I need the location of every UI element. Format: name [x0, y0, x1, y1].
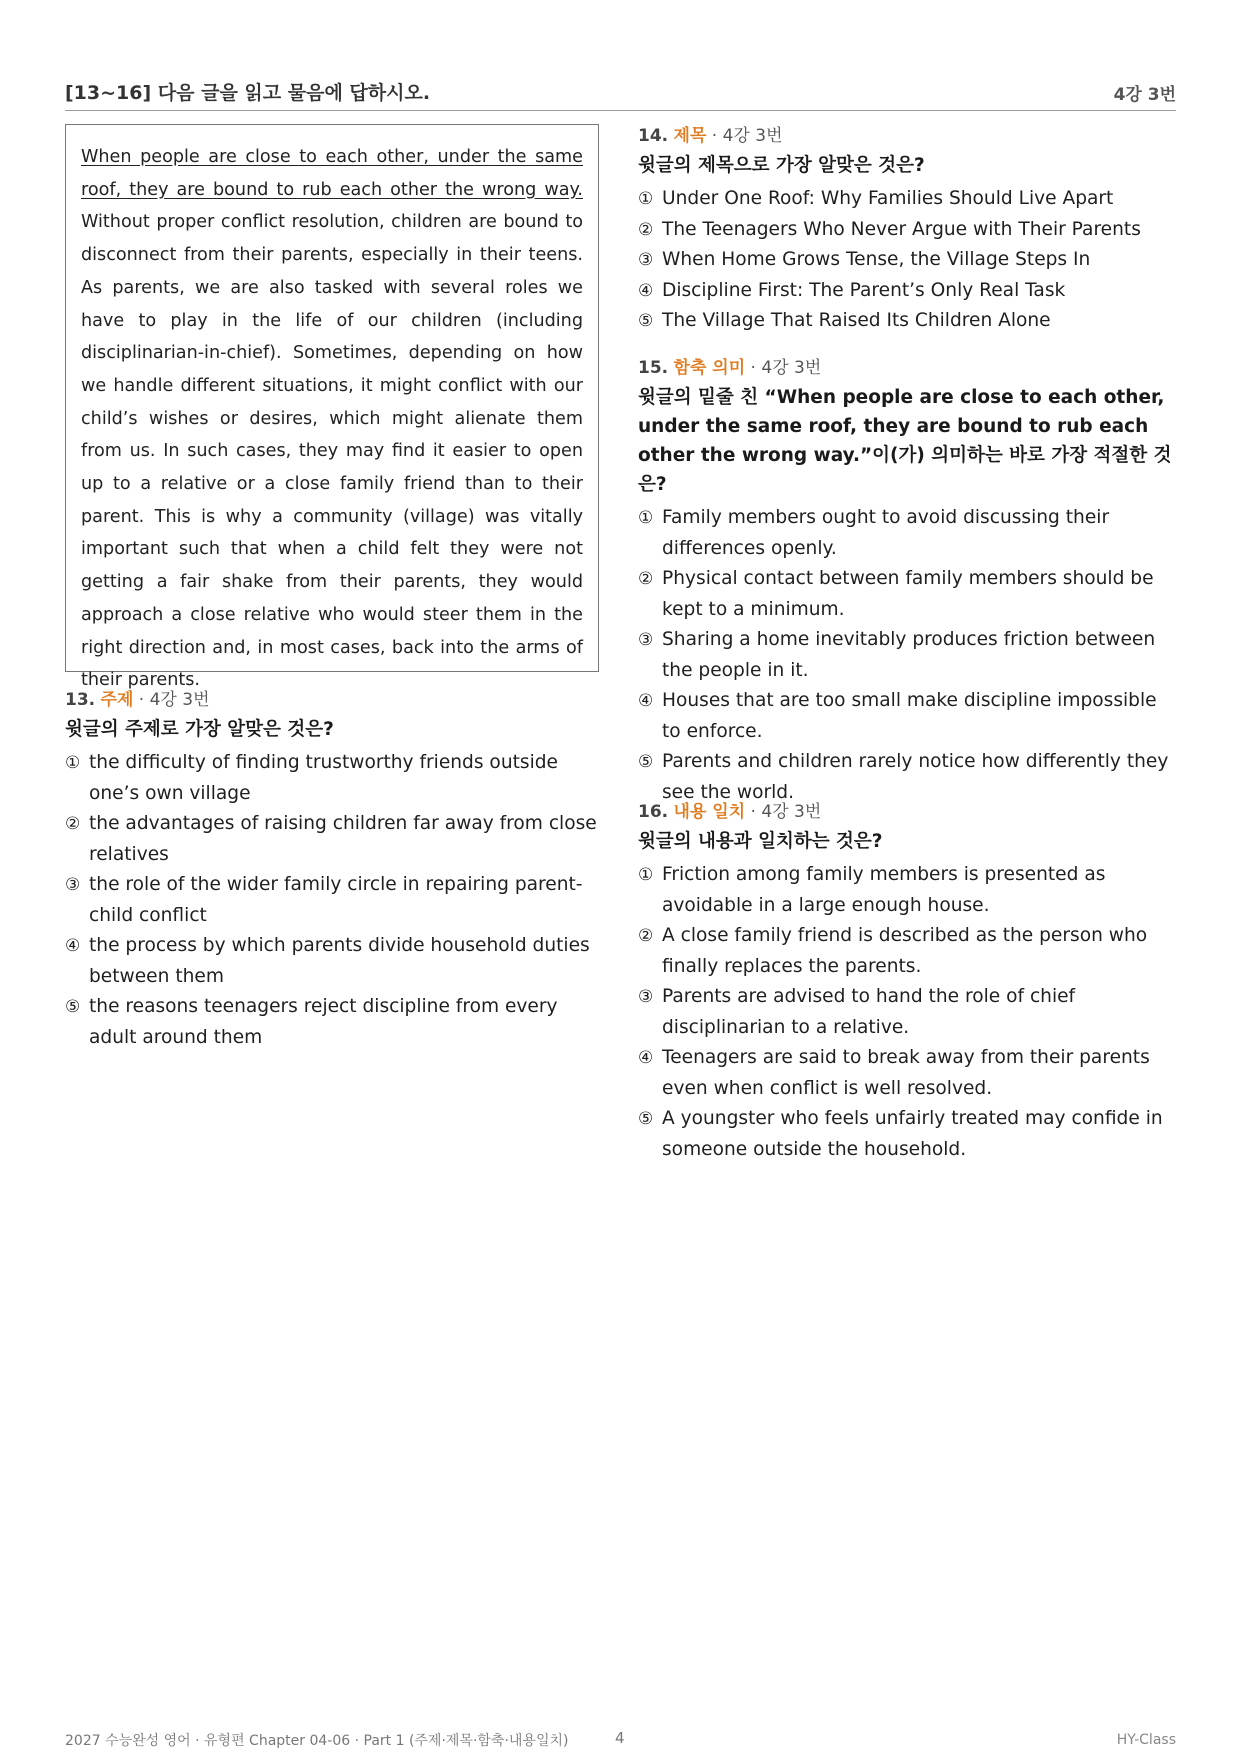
choice-text: Family members ought to avoid discussing their differences openly.: [662, 507, 1110, 559]
question-prompt: 윗글의 주제로 가장 알맞은 것은?: [65, 719, 334, 740]
answer-choice[interactable]: [638, 276, 1178, 307]
answer-choice[interactable]: [638, 1104, 1178, 1165]
choice-list: [638, 503, 1178, 808]
question-number: 16.: [638, 802, 669, 822]
question-16: [638, 800, 1178, 1165]
question-reference: 4강 3번: [761, 802, 822, 822]
choice-number: ②: [638, 219, 654, 240]
passage-body: Without proper conflict resolution, children are bound to disconnect from their parents, especially in their teens. As parents, we are also tasked with several roles we have to play in the life of our children (including disciplinarian-in-chief). Sometimes, depending on how we handle different situations, it might conflict with our child’s wishes or desires, which might alienate them from us. In such cases, they may find it easier to open up to a relative or a close family friend than to their parent. This is why a community (village) was vitally important such that when a child felt they were not getting a fair shake from their parents, they would approach a close relative who would steer them in the right direction and, in most cases, back into the arms of their parents.: [81, 212, 583, 691]
question-reference: 4강 3번: [761, 358, 822, 378]
question-type: 내용 일치: [673, 802, 746, 822]
question-header: [638, 800, 1178, 824]
choice-text: A youngster who feels unfairly treated may confide in someone outside the household.: [662, 1108, 1163, 1160]
choice-text: A close family friend is described as the person who finally replaces the parents.: [662, 925, 1148, 977]
choice-text: When Home Grows Tense, the Village Steps In: [662, 249, 1091, 270]
separator-dot: ·: [711, 126, 718, 146]
choice-list: [65, 748, 600, 1053]
answer-choice[interactable]: [638, 747, 1178, 808]
passage-box: [65, 124, 599, 691]
question-header: [638, 124, 1178, 148]
choice-text: Teenagers are said to break away from their parents even when conflict is well resolved.: [662, 1047, 1150, 1099]
question-header: [638, 356, 1178, 380]
choice-text: The Village That Raised Its Children Alone: [662, 310, 1051, 331]
choice-number: ④: [638, 691, 654, 711]
answer-choice[interactable]: [638, 503, 1178, 564]
choice-text: the difficulty of finding trustworthy friends outside one’s own village: [89, 752, 558, 804]
choice-text: Under One Roof: Why Families Should Live Apart: [662, 188, 1114, 209]
question-13: [65, 688, 600, 1053]
choice-number: ⑤: [638, 311, 654, 331]
choice-text: Houses that are too small make discipline impossible to enforce.: [662, 690, 1157, 742]
lesson-tag: 4강 3번: [1113, 85, 1176, 105]
answer-choice[interactable]: [65, 931, 600, 992]
choice-text: The Teenagers Who Never Argue with Their Parents: [662, 218, 1141, 240]
choice-text: Discipline First: The Parent’s Only Real Task: [662, 279, 1066, 301]
choice-number: ④: [65, 936, 81, 956]
answer-choice[interactable]: [65, 809, 600, 870]
question-14: [638, 124, 1178, 337]
separator-dot: ·: [138, 690, 145, 710]
answer-choice[interactable]: [638, 306, 1178, 337]
answer-choice[interactable]: [65, 992, 600, 1053]
choice-text: Parents are advised to hand the role of chief disciplinarian to a relative.: [662, 986, 1076, 1038]
answer-choice[interactable]: [638, 860, 1178, 921]
choice-text: the process by which parents divide household duties between them: [89, 935, 590, 987]
answer-choice[interactable]: [638, 982, 1178, 1043]
choice-list: [638, 184, 1178, 337]
question-15: [638, 356, 1178, 808]
page-number: 4: [615, 1729, 625, 1747]
choice-number: ⑤: [638, 1109, 654, 1129]
footer-book-title: 2027 수능완성 영어 · 유형편 Chapter 04-06 · Part 1 (주제·제목·함축·내용일치): [65, 1733, 569, 1749]
choice-text: the reasons teenagers reject discipline from every adult around them: [89, 996, 558, 1048]
separator-dot: ·: [750, 358, 756, 378]
choice-number: ①: [638, 865, 654, 885]
choice-number: ①: [638, 508, 654, 528]
choice-list: [638, 860, 1178, 1165]
choice-number: ②: [638, 926, 654, 946]
answer-choice[interactable]: [638, 625, 1178, 686]
question-type: 주제: [100, 690, 134, 710]
footer-brand: HY-Class: [1116, 1732, 1176, 1748]
choice-number: ③: [638, 987, 654, 1007]
question-prompt: 윗글의 제목으로 가장 알맞은 것은?: [638, 155, 925, 176]
question-type: 제목: [673, 126, 707, 146]
page-header: [65, 76, 1176, 111]
choice-number: ①: [65, 753, 81, 773]
choice-number: ⑤: [638, 752, 654, 772]
question-reference: 4강 3번: [722, 126, 783, 146]
choice-text: the role of the wider family circle in repairing parent-child conflict: [89, 874, 583, 926]
question-reference: 4강 3번: [149, 690, 210, 710]
question-type: 함축 의미: [673, 358, 746, 378]
answer-choice[interactable]: [65, 870, 600, 931]
answer-choice[interactable]: [638, 215, 1178, 246]
choice-number: ②: [65, 814, 81, 834]
choice-number: ④: [638, 1048, 654, 1068]
question-prompt: 윗글의 밑줄 친 “When people are close to each other, under the same roof, they are bound to rub each other the wrong way.”이(가) 의미하는 바로 가장 적절한 것은?: [638, 387, 1172, 495]
answer-choice[interactable]: [638, 564, 1178, 625]
answer-choice[interactable]: [638, 245, 1178, 276]
answer-choice[interactable]: [638, 184, 1178, 215]
answer-choice[interactable]: [638, 686, 1178, 747]
question-header: [65, 688, 600, 712]
instruction-title: [13~16] 다음 글을 읽고 물음에 답하시오.: [65, 82, 431, 104]
choice-number: ③: [638, 250, 654, 270]
passage-text: [81, 141, 583, 697]
answer-choice[interactable]: [638, 1043, 1178, 1104]
separator-dot: ·: [750, 802, 756, 822]
question-prompt: 윗글의 내용과 일치하는 것은?: [638, 831, 883, 852]
question-number: 15.: [638, 358, 669, 378]
choice-number: ⑤: [65, 997, 81, 1017]
answer-choice[interactable]: [65, 748, 600, 809]
choice-number: ②: [638, 569, 654, 589]
choice-number: ③: [638, 630, 654, 650]
choice-text: Friction among family members is presented as avoidable in a large enough house.: [662, 864, 1106, 916]
question-number: 13.: [65, 690, 96, 710]
answer-choice[interactable]: [638, 921, 1178, 982]
underlined-sentence: When people are close to each other, under the same roof, they are bound to rub each other the wrong way.: [81, 147, 583, 200]
choice-number: ①: [638, 189, 654, 209]
choice-text: Parents and children rarely notice how differently they see the world.: [662, 751, 1169, 803]
choice-number: ③: [65, 875, 81, 895]
choice-text: Physical contact between family members should be kept to a minimum.: [662, 568, 1154, 620]
choice-text: the advantages of raising children far away from close relatives: [89, 813, 597, 865]
choice-text: Sharing a home inevitably produces friction between the people in it.: [662, 629, 1156, 681]
question-number: 14.: [638, 126, 669, 146]
choice-number: ④: [638, 280, 654, 301]
